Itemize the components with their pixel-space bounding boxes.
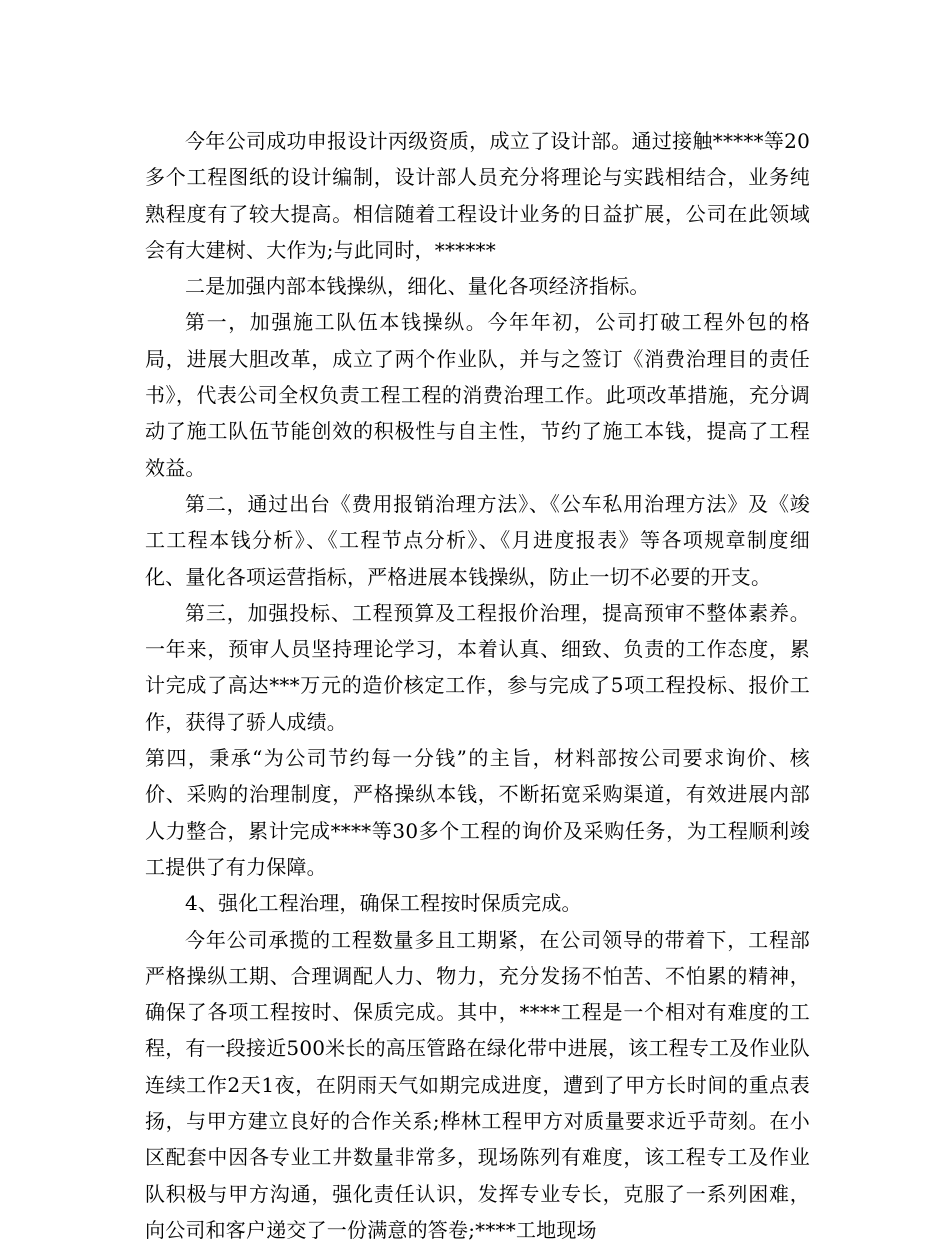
document-body [145,123,810,1248]
paragraph-design-department: 今年公司成功申报设计丙级资质，成立了设计部。通过接触*****等20多个工程图纸的设计编制，设计部人员充分将理论与实践相结合，业务纯熟程度有了较大提高。相信随着工程设计业务的日益扩展，公司在此领域会有大建树、大作为;与此同时，****** [145,129,810,262]
paragraph-point-four: 第四，秉承“为公司节约每一分钱”的主旨，材料部按公司要求询价、核价、采购的治理制度，严格操纵本钱，不断拓宽采购渠道，有效进展内部人力整合，累计完成****等30多个工程的询价及采购任务，为工程顺利竣工提供了有力保障。 [145,746,810,879]
paragraph-project-management-heading: 4、强化工程治理，确保工程按时保质完成。 [185,891,582,916]
paragraph-point-two: 第二，通过出台《费用报销治理方法》、《公车私用治理方法》及《竣工工程本钱分析》、《工程节点分析》、《月进度报表》等各项规章制度细化、量化各项运营指标，严格进展本钱操纵，防止一切不必要的开支。 [145,491,810,589]
paragraph-point-three: 第三，加强投标、工程预算及工程报价治理，提高预审不整体素养。一年来，预审人员坚持理论学习，本着认真、细致、负责的工作态度，累计完成了高达***万元的造价核定工作，参与完成了5项工程投标、报价工作，获得了骄人成绩。 [145,600,810,734]
paragraph-project-details: 今年公司承揽的工程数量多且工期紧，在公司领导的带着下，工程部严格操纵工期、合理调配人力、物力，充分发扬不怕苦、不怕累的精神，确保了各项工程按时、保质完成。其中，****工程是一个相对有难度的工程，有一段接近500米长的高压管路在绿化带中进展，该工程专工及作业队连续工作2天1夜，在阴雨天气如期完成进度，遭到了甲方长时间的重点表扬，与甲方建立良好的合作关系;桦林工程甲方对质量要求近乎苛刻。在小区配套中因各专业工井数量非常多，现场陈列有难度，该工程专工及作业队积极与甲方沟通，强化责任认识，发挥专业专长，克服了一系列困难，向公司和客户递交了一份满意的答卷;****工地现场 [145,927,810,1242]
paragraph-cost-control-heading: 二是加强内部本钱操纵，细化、量化各项经济指标。 [185,274,650,299]
paragraph-point-one: 第一，加强施工队伍本钱操纵。今年年初，公司打破工程外包的格局，进展大胆改革，成立了两个作业队，并与之签订《消费治理目的责任书》，代表公司全权负责工程工程的消费治理工作。此项改革措施，充分调动了施工队伍节能创效的积极性与自主性，节约了施工本钱，提高了工程效益。 [145,310,810,480]
